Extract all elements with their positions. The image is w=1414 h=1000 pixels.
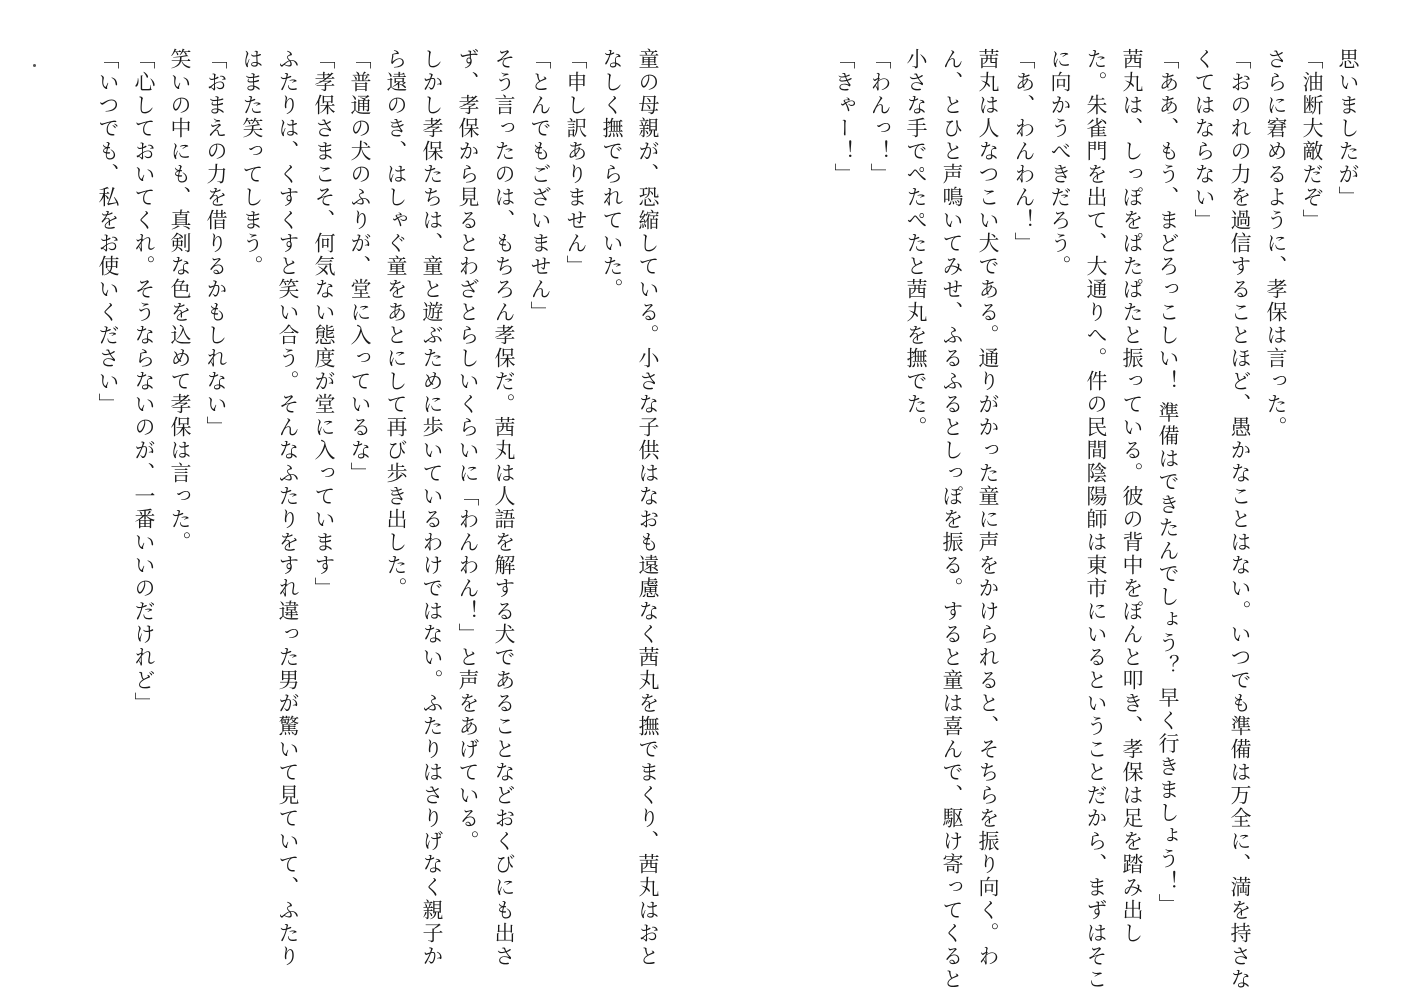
text-line: 茜丸は、しっぽをぱたぱたと振っている。彼の背中をぽんと叩き、孝保は足を踏み出し [1120, 48, 1144, 945]
text-line: はまた笑ってしまう。 [240, 48, 264, 278]
text-line: 笑いの中にも、真剣な色を込めて孝保は言った。 [168, 48, 192, 554]
text-line: 小さな手でぺたぺたと茜丸を撫でた。 [904, 48, 928, 439]
text-line: 「おまえの力を借りるかもしれない」 [204, 48, 228, 439]
text-line: ず、孝保から見るとわざとらしいくらいに「わんわん！」と声をあげている。 [456, 48, 480, 853]
text-line: 「いつでも、私をお使いください」 [96, 48, 120, 416]
text-line: 「とんでもございません」 [528, 48, 552, 324]
text-line: ん、とひと声鳴いてみせ、ふるふるとしっぽを振る。すると童は喜んで、駆け寄ってくると [940, 48, 964, 991]
text-line: しかし孝保たちは、童と遊ぶために歩いているわけではない。ふたりはさりげなく親子か [420, 48, 444, 968]
text-line: た。朱雀門を出て、大通りへ。件の民間陰陽師は東市にいるということだから、まずはそこ [1084, 48, 1108, 991]
text-line: 「わんっ！」 [868, 48, 892, 186]
text-line: 童の母親が、恐縮している。小さな子供はなおも遠慮なく茜丸を撫でまくり、茜丸はおと [636, 48, 660, 968]
text-line: に向かうべきだろう。 [1048, 48, 1072, 278]
text-line: さらに窘めるように、孝保は言った。 [1264, 48, 1288, 439]
text-line: 「心しておいてくれ。そうならないのが、一番いいのだけれど」 [132, 48, 156, 715]
text-line: くてはならない」 [1192, 48, 1216, 232]
text-line: ら遠のき、はしゃぐ童をあとにして再び歩き出した。 [384, 48, 408, 600]
text-line: なしく撫でられていた。 [600, 48, 624, 301]
text-line: 「あ、わんわん！」 [1012, 48, 1036, 255]
text-line: 「孝保さまこそ、何気ない態度が堂に入っています」 [312, 48, 336, 600]
left-page-text [26, 48, 666, 968]
text-line: 「おのれの力を過信することほど、愚かなことはない。いつでも準備は万全に、満を持さな [1228, 48, 1252, 991]
text-line: 「きゃー！」 [832, 48, 856, 186]
text-line: 思いましたが」 [1336, 48, 1360, 209]
text-line: そう言ったのは、もちろん孝保だ。茜丸は人語を解する犬であることなどおくびにも出さ [492, 48, 516, 968]
text-line: ふたりは、くすくすと笑い合う。そんなふたりをすれ違った男が驚いて見ていて、ふたり [276, 48, 300, 968]
text-line: 「申し訳ありません」 [564, 48, 588, 278]
text-line: 「普通の犬のふりが、堂に入っているな」 [348, 48, 372, 485]
text-line: 「油断大敵だぞ」 [1300, 48, 1324, 232]
text-line: 「ああ、もう、まどろっこしい！ 準備はできたんでしょう？ 早く行きましょう！」 [1156, 48, 1180, 917]
text-line: 茜丸は人なつこい犬である。通りがかった童に声をかけられると、そちらを振り向く。わ [976, 48, 1000, 968]
right-page-text [832, 48, 1366, 991]
